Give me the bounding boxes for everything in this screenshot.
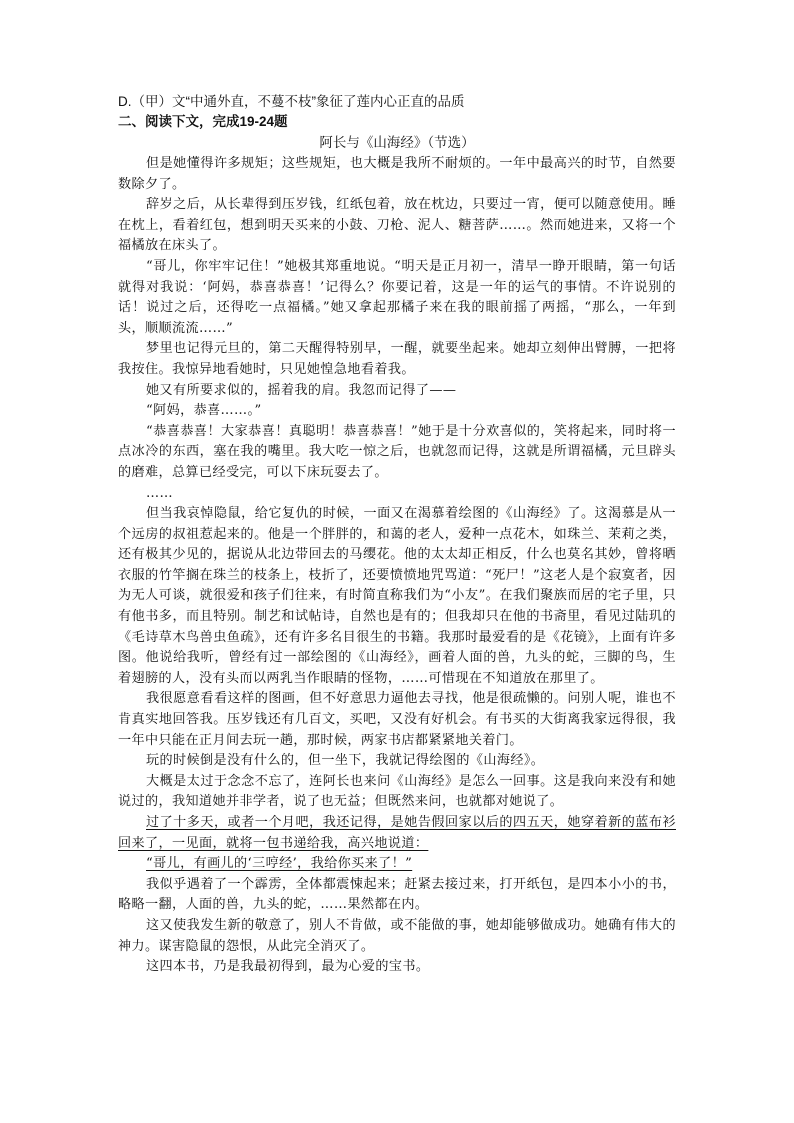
article-body [118, 154, 676, 978]
article-title: 阿长与《山海经》（节选） [319, 135, 475, 151]
paragraph: 我很愿意看看这样的图画，但不好意思力逼他去寻找，他是很疏懒的。问别人呢，谁也不肯真实地回答我。压岁钱还有几百文，买吧，又没有好机会。有书买的大街离我家远得很，我一年中只能在正月间去玩一趟，那时候，两家书店都紧紧地关着门。 [118, 691, 676, 748]
section-heading: 二、阅读下文，完成19-24题 [118, 114, 288, 129]
paragraph: 辞岁之后，从长辈得到压岁钱，红纸包着，放在枕边，只要过一宵，便可以随意使用。睡在枕上，看着红包，想到明天买来的小鼓、刀枪、泥人、糖菩萨……。然而她进来，又将一个福橘放在床头了。 [118, 197, 676, 254]
paragraph: “恭喜恭喜！大家恭喜！真聪明！恭喜恭喜！”她于是十分欢喜似的，笑将起来，同时将一点冰冷的东西，塞在我的嘴里。我大吃一惊之后，也就忽而记得，这就是所谓福橘，元旦辟头的磨难，总算已经受完，可以下床玩耍去了。 [118, 423, 676, 480]
underlined-paragraph [118, 854, 676, 875]
option-d: D.（甲）文“中通外直，不蔓不枝”象征了莲内心正直的品质 [118, 94, 465, 109]
paragraph: 但是她懂得许多规矩；这些规矩，也大概是我所不耐烦的。一年中最高兴的时节，自然要数除夕了。 [118, 156, 676, 192]
paragraph: “阿妈，恭喜……。” [146, 403, 262, 419]
underlined-text: “哥儿，有画儿的‘三哼经’，我给你买来了！” [146, 856, 413, 872]
paragraph: 她又有所要求似的，摇着我的肩。我忽而记得了—— [146, 382, 457, 398]
paragraph: 梦里也记得元旦的，第二天醒得特别早，一醒，就要坐起来。她却立刻伸出臂膊，一把将我按住。我惊异地看她时，只见她惶急地看着我。 [118, 341, 676, 377]
paragraph: 但当我哀悼隐鼠，给它复仇的时候，一面又在渴慕着绘图的《山海经》了。这渴慕是从一个远房的叔祖惹起来的。他是一个胖胖的，和蔼的老人，爱种一点花木，如珠兰、茉莉之类，还有极其少见的，据说从北边带回去的马缨花。他的太太却正相反，什么也莫名其妙，曾将晒衣服的竹竿搁在珠兰的枝条上，枝折了，还要愤愤地咒骂道：“死尸！”这老人是个寂寞者，因为无人可谈，就很爱和孩子们往来，有时简直称我们为“小友”。在我们聚族而居的宅子里，只有他书多，而且特别。制艺和试帖诗，自然也是有的；但我却只在他的书斋里，看见过陆玑的《毛诗草木鸟兽虫鱼疏》，还有许多名目很生的书籍。我那时最爱看的是《花镜》，上面有许多图。他说给我听，曾经有过一部绘图的《山海经》，画着人面的兽，九头的蛇，三脚的鸟，生着翅膀的人，没有头而以两乳当作眼睛的怪物，……可惜现在不知道放在那里了。 [118, 506, 676, 686]
document-page [118, 92, 676, 978]
paragraph: 这又使我发生新的敬意了，别人不肯做，或不能做的事，她却能够做成功。她确有伟大的神力。谋害隐鼠的怨恨，从此完全消灭了。 [118, 917, 676, 954]
underlined-paragraph [118, 813, 676, 854]
paragraph: “哥儿，你牢牢记住！”她极其郑重地说。“明天是正月初一，清早一睁开眼睛，第一句话就得对我说：‘阿妈，恭喜恭喜！’记得么？你要记着，这是一年的运气的事情。不许说别的话！说过之后，还得吃一点福橘。”她又拿起那橘子来在我的眼前摇了两摇，“那么，一年到头，顺顺流流……” [118, 258, 676, 336]
underlined-text: 过了十多天，或者一个月吧，我还记得，是她告假回家以后的四五天，她穿着新的蓝布衫回来了，一见面，就将一包书递给我，高兴地说道： [118, 815, 676, 851]
paragraph: 这四本书，乃是我最初得到，最为心爱的宝书。 [146, 959, 430, 975]
paragraph-ellipsis: …… [146, 485, 173, 501]
paragraph: 玩的时候倒是没有什么的，但一坐下，我就记得绘图的《山海经》。 [146, 753, 545, 769]
paragraph: 大概是太过于念念不忘了，连阿长也来问《山海经》是怎么一回事。这是我向来没有和她说过的，我知道她并非学者，说了也无益；但既然来问，也就都对她说了。 [118, 773, 676, 810]
paragraph: 我似乎遇着了一个霹雳，全体都震悚起来；赶紧去接过来，打开纸包，是四本小小的书，略略一翻，人面的兽，九头的蛇，……果然都在内。 [118, 876, 676, 913]
